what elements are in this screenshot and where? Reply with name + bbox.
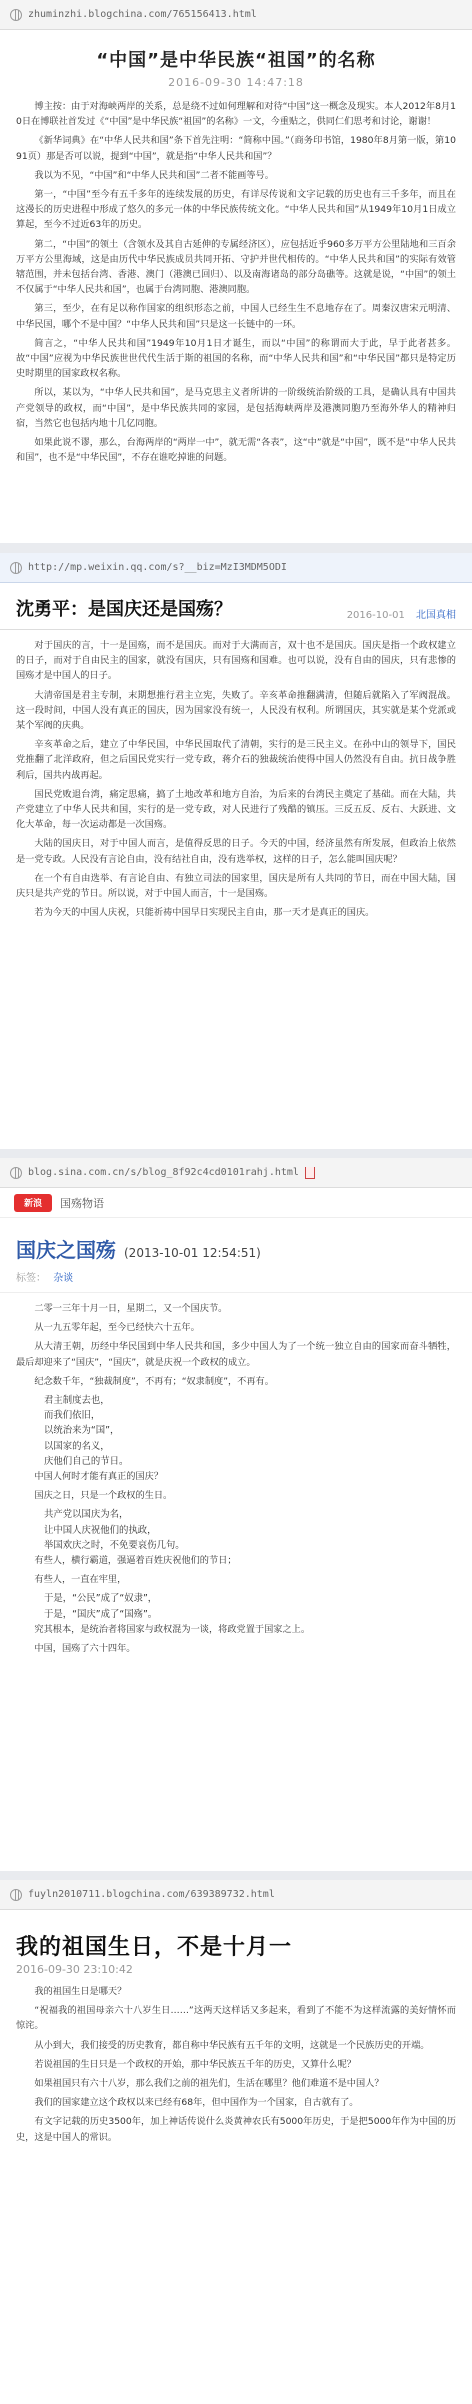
url-text[interactable]: http://mp.weixin.qq.com/s?__biz=MzI3MDM5ODI [28,562,287,573]
paragraph: 对于国庆的言，十一是国殇，而不是国庆。而对于大满而言，双十也不是国庆。国庆是指一个政权建立的日子，而对于自由民主的国家，就没有国庆，只有国殇和国难。也可以说，没有自由的国庆，只有悲惨的国殇才是中国人的日子。 [16,640,456,682]
globe-icon [10,562,22,574]
blog-panel-3 [0,1158,472,1871]
url-text[interactable]: fuyln2010711.blogchina.com/639389732.html [28,1889,275,1900]
paragraph: 国庆之日，只是一个政权的生日。 [34,1490,173,1502]
paragraph: 究其根本，是统治者将国家与政权混为一谈，将政党置于国家之上。 [34,1623,311,1635]
paragraph: 中国人何时才能有真正的国庆？ [34,1471,164,1483]
paragraph: 大清帝国是君主专制，末期想推行君主立宪，失败了。辛亥革命推翻满清，但随后就陷入了军阀混战。这一段时间，中国人没有真正的国庆，因为国家没有统一，人民没有权利。所谓国庆，其实就是某个党派或某个军阀的庆典。 [16,689,456,732]
sina-logo[interactable]: 新浪 [14,1194,52,1212]
verse-line: 以国家的名义， [44,1440,110,1452]
article-date: (2013-10-01 12:54:51) [124,1246,261,1260]
paragraph: 我以为不见，“中国”和“中华人民共和国”二者不能画等号。 [34,169,274,181]
paragraph: 纪念数千年，“独裁制度”，不再有；“奴隶制度”，不再有。 [34,1375,274,1387]
paragraph: 从小到大，我们接受的历史教育，都自称中华民族有五千年的文明，这就是一个民族历史的开端。 [34,2039,430,2051]
globe-icon [10,9,22,21]
verse-line: 让中国人庆祝他们的执政， [44,1524,157,1536]
address-bar[interactable] [0,1158,472,1188]
paragraph: 若说祖国的生日只是一个政权的开始，那中华民族五千年的历史，又算什么呢？ [34,2058,356,2070]
blog-panel-4 [0,1880,472,2404]
paragraph: 辛亥革命之后，建立了中华民国，中华民国取代了清朝，实行的是三民主义。在孙中山的领导下，国民党推翻了北洋政府，但之后国民党实行一党专政，蒋介石的独裁统治使得中国人仍然没有自由。抗日战争胜利后，国共内战再起。 [16,739,456,781]
address-bar[interactable] [0,0,472,30]
paragraph: 从大清王朝，历经中华民国到中华人民共和国，多少中国人为了一个统一独立自由的国家而奋斗牺牲，最后却迎来了“国庆”，“国庆”，就是庆祝一个政权的成立。 [16,1341,456,1368]
verse-line: 以统治来为“国”， [44,1425,120,1437]
source-link[interactable]: 北国真相 [416,610,456,621]
paragraph: 如果祖国只有六十八岁，那么我们之前的祖先们，生活在哪里？他们难道不是中国人？ [34,2078,384,2090]
globe-icon [10,1889,22,1901]
article-date: 2016-09-30 23:10:42 [16,1963,133,1976]
paragraph: 国民党败退台湾，痛定思痛，搞了土地改革和地方自治，为后来的台湾民主奠定了基础。而在大陆，共产党建立了中华人民共和国，实行的是一党专政，对人民进行了残酷的镇压。三反五反、反右、大跃进、文化大革命，每一次运动都是一次国殇。 [16,788,456,831]
blog-panel-1 [0,0,472,543]
paragraph: 有些人，横行霸道，强逼着百姓庆祝他们的节日； [34,1555,237,1567]
paragraph: 所以，某以为，“中华人民共和国”，是马克思主义者所讲的一阶级统治阶级的工具，是确认具有中国共产党领导的政权，而“中国”，是中华民族共同的家园，是包括海峡两岸及港澳同胞乃至海外华人的精神归宿，当然它也包括内地十几亿同胞。 [16,387,456,429]
verse-line: 于是，“国庆”成了“国殇”。 [44,1608,158,1620]
paragraph: 如果此说不谬，那么，台海两岸的“两岸一中”，就无需“各表”，这“中”就是“中国”，既不是“中华人民共和国”，也不是“中华民国”，不存在谁吃掉谁的问题。 [16,437,456,464]
tag-link[interactable]: 杂谈 [53,1273,74,1284]
article-title: 沈勇平：是国庆还是国殇？ [16,599,232,620]
article-date: 2016-10-01 [346,610,405,621]
bookmark-icon[interactable] [305,1167,315,1179]
paragraph: 若为今天的中国人庆祝，只能祈祷中国早日实现民主自由，那一天才是真正的国庆。 [34,907,375,919]
verse-line: 共产党以国庆为名， [44,1509,129,1521]
paragraph: 第一，“中国”至今有五千多年的连续发展的历史，有详尽传说和文字记载的历史也有三千多年，而且在这漫长的历史进程中形成了悠久的多元一体的中华民族传统文化。“中华人民共和国”从1949年10月1日成立算起，至今不过近63年的历史。 [16,189,456,231]
blog-panel-2 [0,553,472,1149]
paragraph: 我的祖国生日是哪天？ [34,1986,127,1997]
verse-line: 于是，“公民”成了“奴隶”， [44,1593,158,1605]
paragraph: 大陆的国庆日，对于中国人而言，是值得反思的日子。今天的中国，经济虽然有所发展，但政治上依然是一党专政。人民没有言论自由，没有结社自由，没有选举权，这样的日子，怎么能叫国庆呢？ [16,838,456,865]
paragraph: 二零一三年十月一日，星期二，又一个国庆节。 [34,1303,228,1314]
blog-name[interactable]: 国殇物语 [60,1196,104,1210]
address-bar[interactable] [0,553,472,583]
paragraph: 第二，“中国”的领土（含领水及其自古延伸的专属经济区），应包括近乎960多万平方公里陆地和三百余万平方公里海域，这是由历代中华民族成员共同开拓、守护并世代相传的。“中华人民共和国”的实际有效管辖范围，并未包括台湾、香港、澳门（港澳已回归）、以及南海诸岛的部分岛礁等。这就是说，“中国”的领土不仅属于“中华人民共和国”，也属于台湾同胞、港澳同胞。 [16,238,456,296]
address-bar[interactable] [0,1880,472,1910]
paragraph: 有些人，一直在牢里， [34,1574,127,1586]
url-text[interactable]: zhuminzhi.blogchina.com/765156413.html [28,9,257,20]
article-title: “中国”是中华民族“祖国”的名称 [96,50,376,71]
url-text[interactable]: blog.sina.com.cn/s/blog_8f92c4cd0101rahj.html [28,1167,299,1178]
paragraph: 有文字记载的历史3500年，加上神话传说什么炎黄神农氏有5000年历史，于是把5000年作为中国的历史，这是中国人的常识。 [16,2116,456,2143]
article-date: 2016-09-30 14:47:18 [168,76,304,89]
paragraph: 从一九五零年起，至今已经快六十五年。 [34,1322,200,1334]
verse-line: 而我们依旧， [44,1410,101,1422]
verse-line: 举国欢庆之时，不免要哀伤几句。 [44,1539,185,1551]
verse-line: 君主制度去也， [44,1395,110,1407]
paragraph: 中国，国殇了六十四年。 [34,1643,136,1655]
paragraph: 《新华词典》在“中华人民共和国”条下首先注明：“简称中国。”（商务印书馆，1980年8月第一版，第1091页）那是否可以说，提到“中国”，就是指“中华人民共和国”？ [16,135,456,162]
paragraph: “祝福我的祖国母亲六十八岁生日……”这两天这样话又多起来，看到了不能不为这样流露的美好情怀而惊诧。 [16,2005,456,2032]
article-title: 我的祖国生日，不是十月一 [16,1935,293,1960]
paragraph: 博主按：由于对海峡两岸的关系，总是绕不过如何理解和对待“中国”这一概念及现实。本人2012年8月10日在博联社首发过《“中国”是中华民族“祖国”的名称》一文，今重贴之，供同仁们思考和讨论，谢谢！ [16,101,456,128]
paragraph: 简言之，“中华人民共和国”1949年10月1日才诞生，而以“中国”的称谓而大于此，早于此者甚多。故“中国”应视为中华民族世世代代生活于斯的祖国的名称，而“中华人民共和国”和“中华民国”都只是特定历史时期里的国家政权名称。 [16,337,456,380]
verse-line: 庆他们自己的节日。 [44,1455,129,1467]
paragraph: 我们的国家建立这个政权以来已经有68年，但中国作为一个国家，自古就有了。 [34,2097,359,2109]
article-title: 国庆之国殇 [16,1238,116,1262]
tag-label: 标签： [16,1273,46,1284]
paragraph: 在一个有自由选举、有言论自由、有独立司法的国家里，国庆是所有人共同的节日，而在中国大陆，国庆只是共产党的节日。所以说，对于中国人而言，十一是国殇。 [16,872,456,900]
globe-icon [10,1167,22,1179]
paragraph: 第三，至少，在有足以称作国家的组织形态之前，中国人已经生生不息地存在了。周秦汉唐宋元明清、中华民国，哪个不是中国？“中华人民共和国”只是这一长链中的一环。 [16,303,456,330]
